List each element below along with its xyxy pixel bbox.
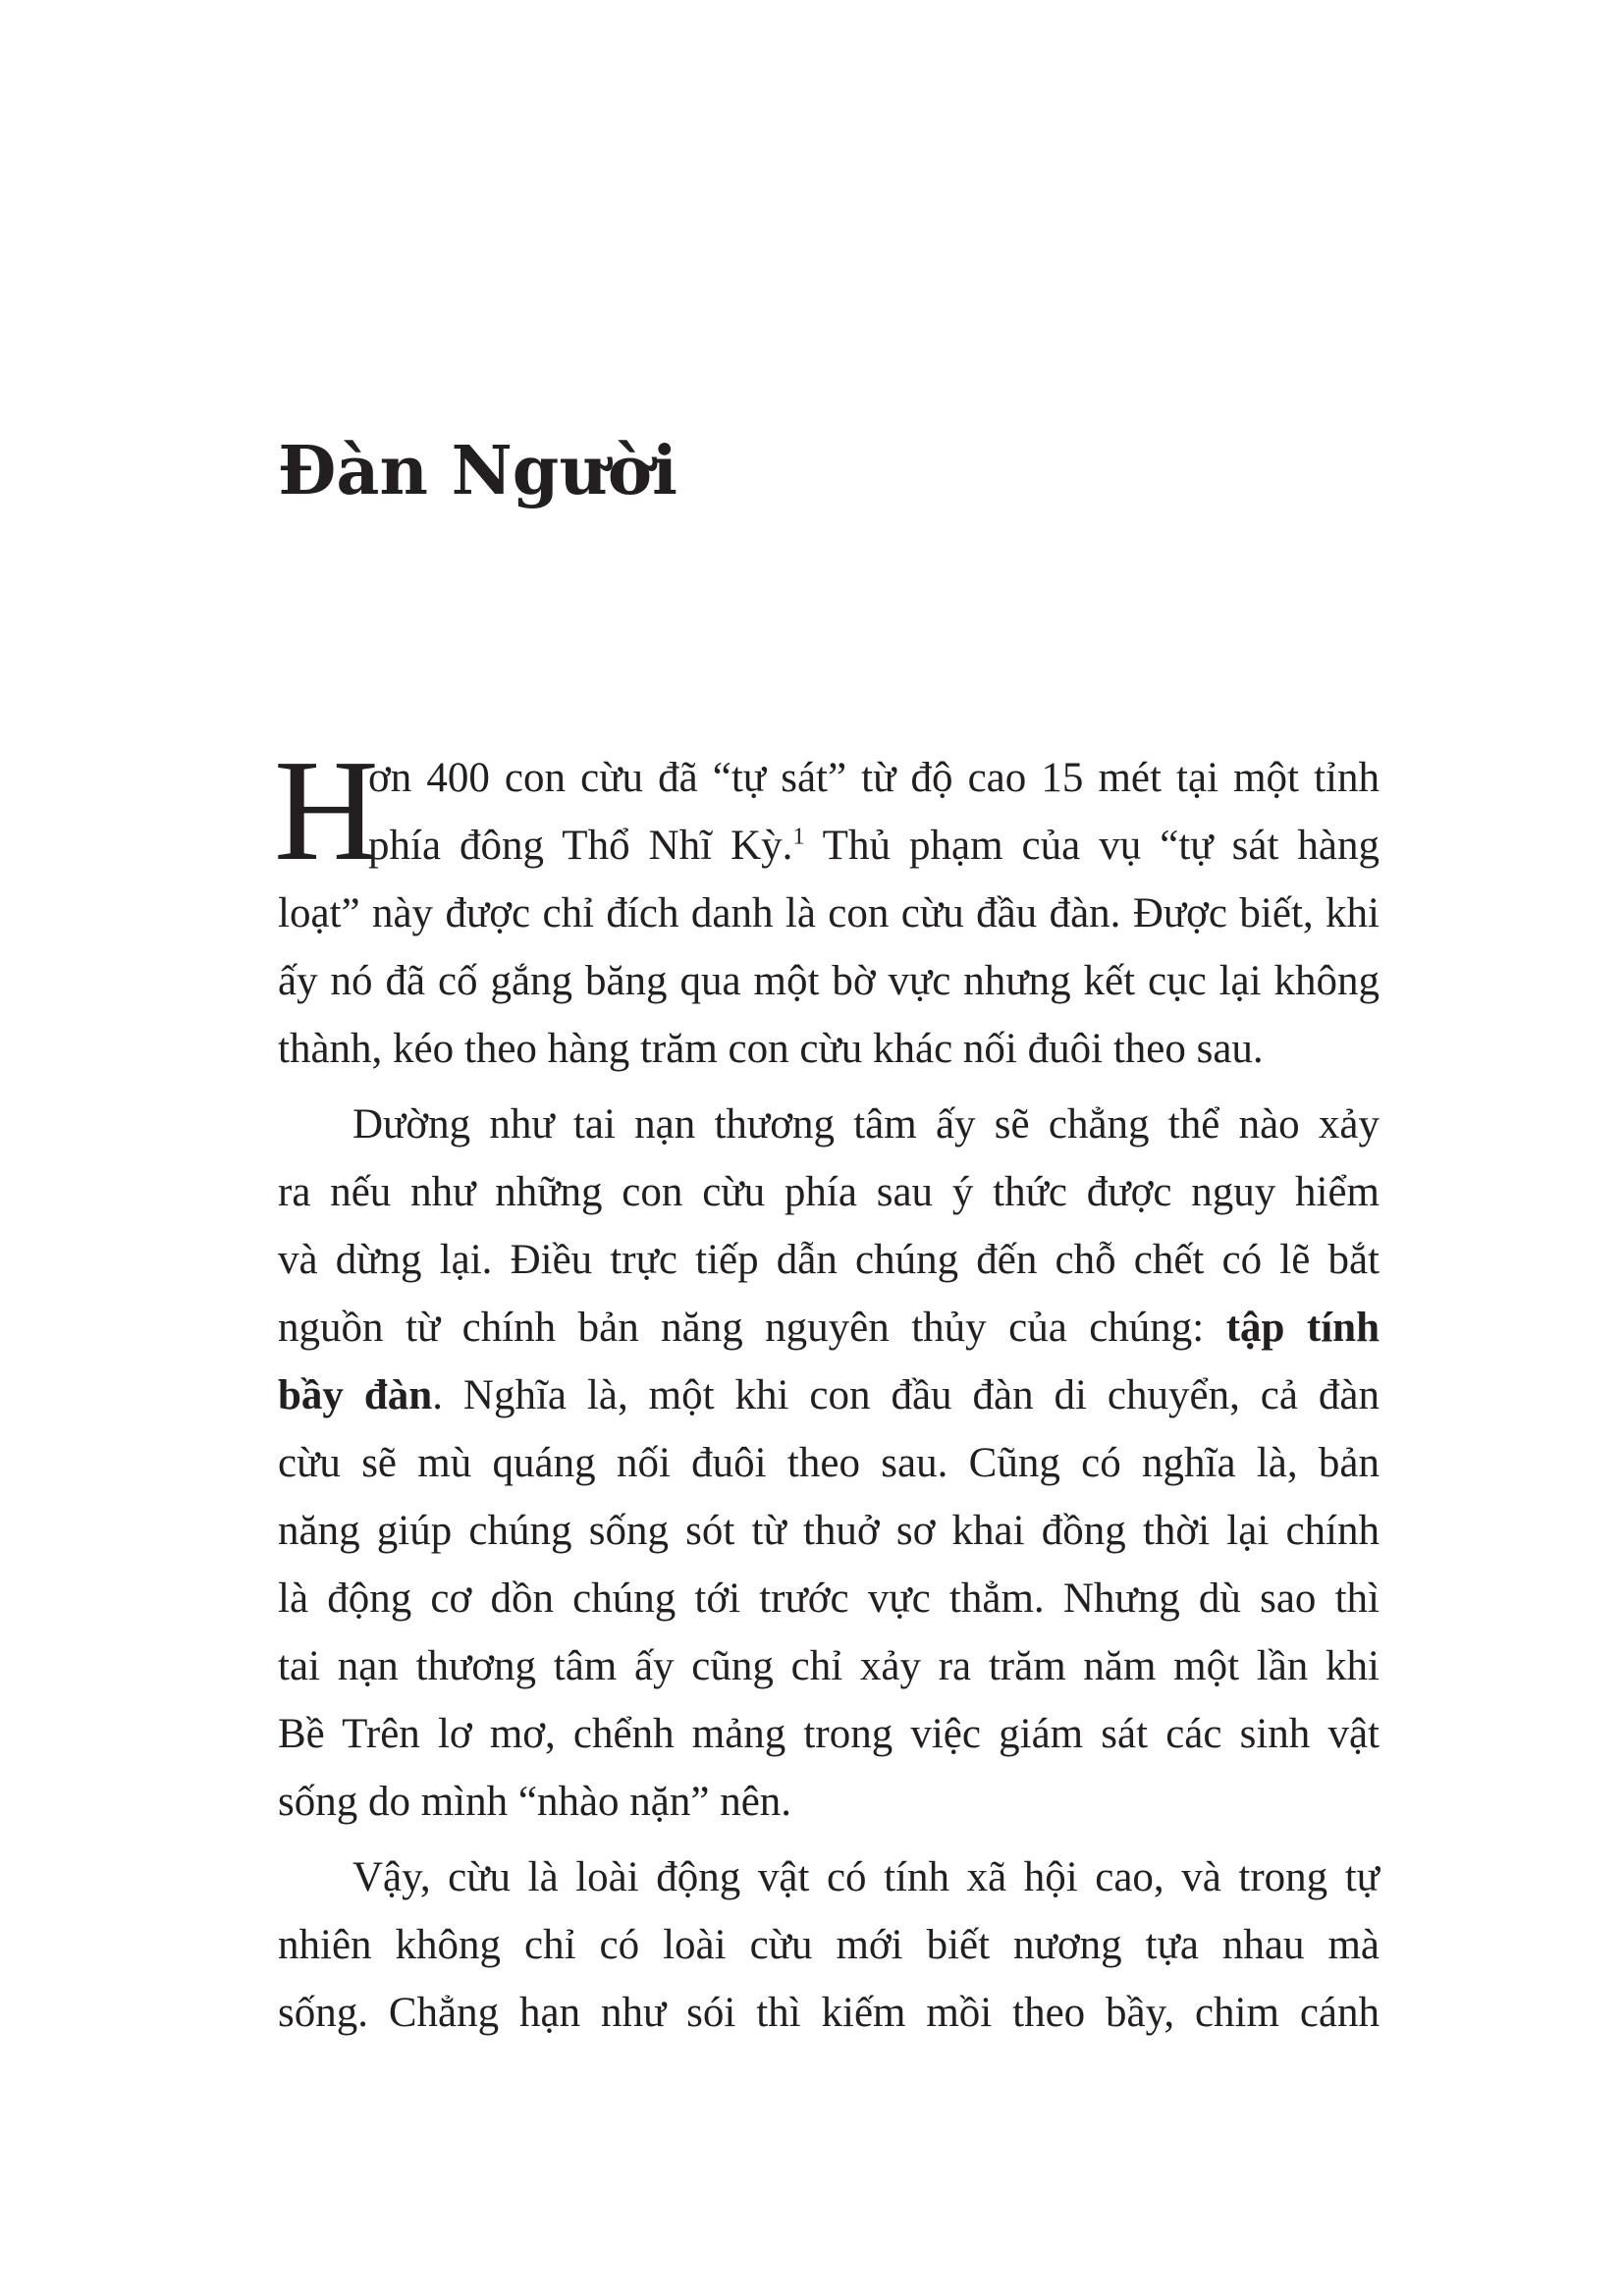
bold-phrase: bầy đàn: [278, 1372, 433, 1418]
paragraph-1: [274, 730, 1380, 1083]
text-line: ơn 400 con cừu đã “tự sát” từ độ cao 15 mét tại một tỉnh: [368, 755, 1380, 801]
text-line: năng giúp chúng sống sót từ thuở sơ khai đồng thời lại chính: [278, 1508, 1380, 1554]
body-text: [274, 730, 1380, 2055]
text-segment: phía đông Thổ Nhĩ Kỳ.: [368, 823, 793, 869]
text-line: [278, 1362, 1380, 1429]
chapter-title: Đàn Người: [278, 432, 677, 510]
text-line: và dừng lại. Điều trực tiếp dẫn chúng đến chỗ chết có lẽ bắt: [278, 1237, 1380, 1283]
text-line: ra nếu như những con cừu phía sau ý thức được nguy hiểm: [278, 1169, 1380, 1215]
text-line: là động cơ dồn chúng tới trước vực thẳm. Nhưng dù sao thì: [278, 1575, 1380, 1622]
text-line: loạt” này được chỉ đích danh là con cừu đầu đàn. Được biết, khi: [278, 890, 1380, 936]
text-line: tai nạn thương tâm ấy cũng chỉ xảy ra trăm năm một lần khi: [278, 1643, 1380, 1689]
text-line: ấy nó đã cố gắng băng qua một bờ vực nhưng kết cục lại không: [278, 958, 1380, 1004]
text-segment: . Nghĩa là, một khi con đầu đàn di chuyển, cả đàn: [432, 1372, 1380, 1418]
text-line: thành, kéo theo hàng trăm con cừu khác nối đuôi theo sau.: [278, 1026, 1264, 1072]
text-line: [278, 1294, 1380, 1362]
text-line: Bề Trên lơ mơ, chểnh mảng trong việc giám sát các sinh vật: [278, 1711, 1380, 1757]
text-line: Dường như tai nạn thương tâm ấy sẽ chẳng thể nào xảy: [352, 1101, 1380, 1148]
text-line: nhiên không chỉ có loài cừu mới biết nương tựa nhau mà: [278, 1922, 1380, 1968]
bold-phrase: tập tính: [1225, 1305, 1380, 1351]
text-line: Vậy, cừu là loài động vật có tính xã hội cao, và trong tự: [352, 1854, 1380, 1900]
paragraph-3: [278, 1843, 1380, 2047]
text-segment: nguồn từ chính bản năng nguyên thủy của chúng:: [278, 1305, 1205, 1351]
text-line: [278, 812, 1380, 880]
paragraph-2: [278, 1091, 1380, 1836]
drop-cap: H: [274, 730, 379, 891]
text-line: sống do mình “nhào nặn” nên.: [278, 1779, 792, 1825]
footnote-marker: 1: [792, 824, 805, 850]
text-line: sống. Chẳng hạn như sói thì kiếm mồi theo bầy, chim cánh: [278, 1990, 1380, 2036]
text-line: cừu sẽ mù quáng nối đuôi theo sau. Cũng có nghĩa là, bản: [278, 1440, 1380, 1486]
text-segment: Thủ phạm của vụ “tự sát hàng: [804, 823, 1380, 869]
